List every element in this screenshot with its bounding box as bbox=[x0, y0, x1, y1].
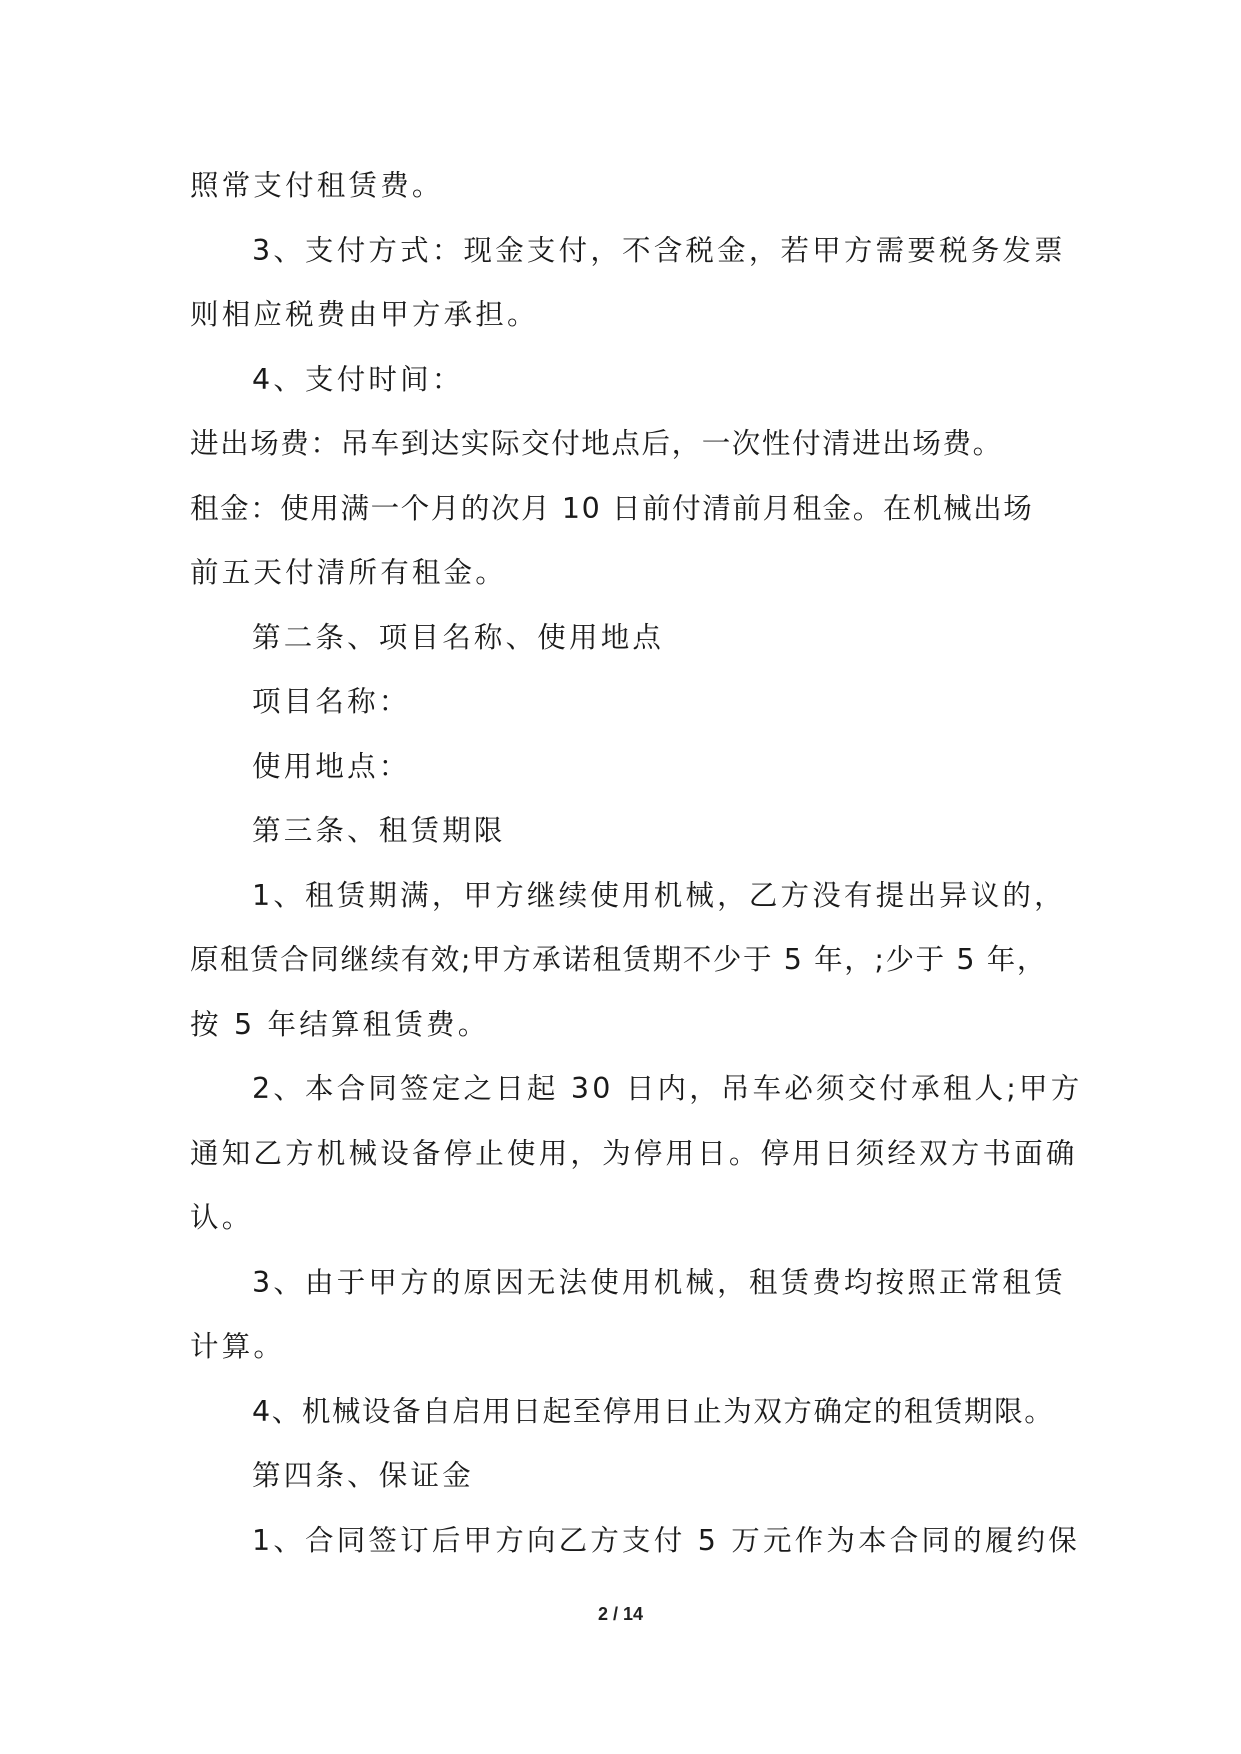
document-body bbox=[190, 154, 1083, 1573]
text-line: 原租赁合同继续有效;甲方承诺租赁期不少于 5 年，;少于 5 年， bbox=[190, 943, 1048, 976]
text-line: 认。 bbox=[190, 1201, 254, 1234]
section-heading: 第四条、保证金 bbox=[252, 1459, 474, 1492]
text-line: 3、支付方式：现金支付，不含税金，若甲方需要税务发票 bbox=[252, 233, 1066, 267]
text-line: 4、支付时间： bbox=[252, 362, 464, 396]
text-line: 租金：使用满一个月的次月 10 日前付清前月租金。在机械出场 bbox=[190, 491, 1034, 525]
text-line: 1、合同签订后甲方向乙方支付 5 万元作为本合同的履约保 bbox=[252, 1523, 1080, 1557]
text-line: 照常支付租赁费。 bbox=[190, 169, 444, 202]
text-line: 1、租赁期满，甲方继续使用机械，乙方没有提出异议的， bbox=[252, 878, 1066, 912]
text-line: 则相应税费由甲方承担。 bbox=[190, 298, 539, 331]
text-line: 2、本合同签定之日起 30 日内，吊车必须交付承租人;甲方 bbox=[252, 1072, 1083, 1105]
text-line: 项目名称： bbox=[252, 685, 411, 718]
text-line: 3、由于甲方的原因无法使用机械，租赁费均按照正常租赁 bbox=[252, 1265, 1066, 1299]
text-line: 4、机械设备自启用日起至停用日止为双方确定的租赁期限。 bbox=[252, 1394, 1055, 1428]
section-heading: 第二条、项目名称、使用地点 bbox=[252, 620, 665, 654]
text-line: 进出场费：吊车到达实际交付地点后，一次性付清进出场费。 bbox=[190, 427, 1003, 460]
text-line: 通知乙方机械设备停止使用，为停用日。停用日须经双方书面确 bbox=[190, 1136, 1078, 1170]
text-line: 按 5 年结算租赁费。 bbox=[190, 1007, 490, 1041]
text-line: 使用地点： bbox=[252, 749, 411, 783]
text-line: 计算。 bbox=[190, 1330, 286, 1363]
page-number: 2 / 14 bbox=[597, 1604, 644, 1624]
section-heading: 第三条、租赁期限 bbox=[252, 814, 506, 847]
text-line: 前五天付清所有租金。 bbox=[190, 556, 508, 589]
